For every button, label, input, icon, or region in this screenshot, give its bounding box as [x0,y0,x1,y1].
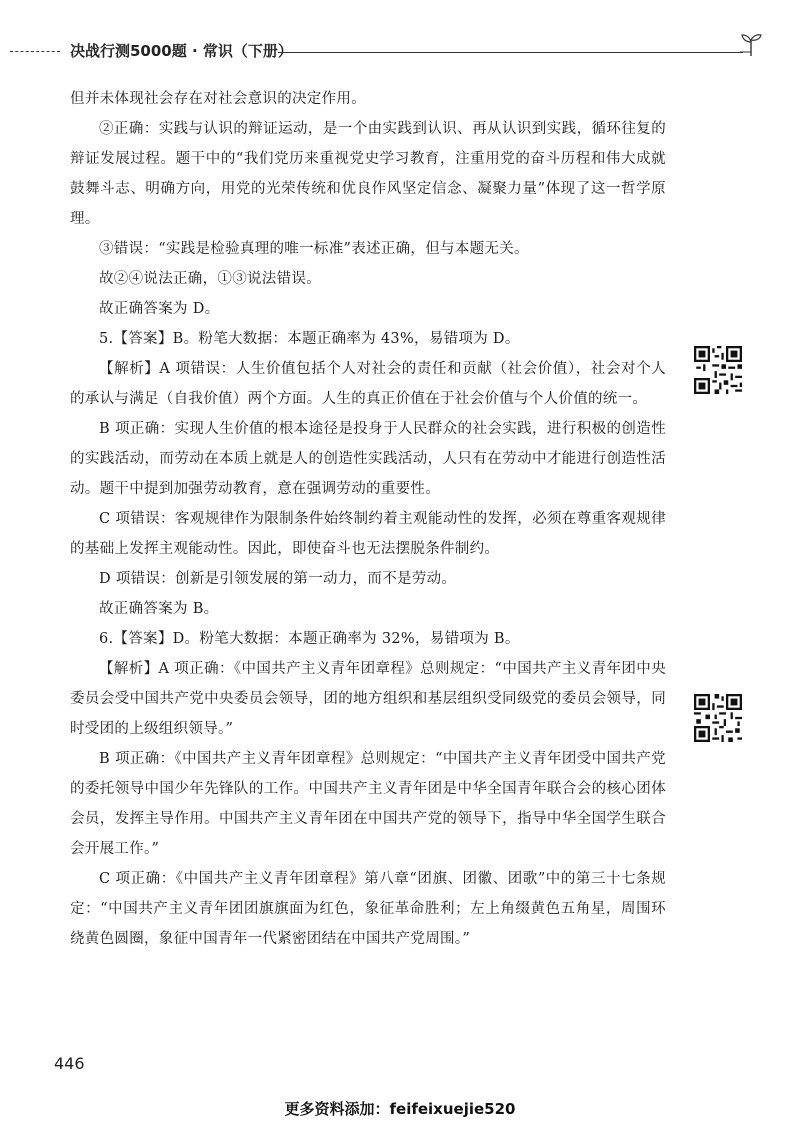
paragraph: B 项正确：实现人生价值的根本途径是投身于人民群众的社会实践，进行积极的创造性的实践活动，而劳动在本质上就是人的创造性实践活动，人只有在劳动中才能进行创造性活动。题干中提到加强劳动教育，意在强调劳动的重要性。 [70,421,666,497]
header-dash [10,51,60,52]
paragraph: 故正确答案为 D。 [99,301,220,317]
analysis-paragraph: 【解析】A 项错误：人生价值包括个人对社会的责任和贡献（社会价值），社会对个人的承认与满足（自我价值）两个方面。人生的真正价值在于社会价值与个人价值的统一。 [70,361,666,407]
page-number: 446 [54,1054,85,1073]
paragraph: C 项正确：《中国共产主义青年团章程》第八章“团旗、团徽、团歌”中的第三十七条规定：“中国共产主义青年团团旗旗面为红色，象征革命胜利；左上角缀黄色五角星，周围环绕黄色圆圈，象征中国青年一代紧密团结在中国共产党周围。” [70,871,666,947]
header-rule [278,52,743,53]
paragraph: 但并未体现社会存在对社会意识的决定作用。 [70,91,366,107]
paragraph: C 项错误：客观规律作为限制条件始终制约着主观能动性的发挥，必须在尊重客观规律的基础上发挥主观能动性。因此，即使奋斗也无法摆脱条件制约。 [70,511,666,557]
sprout-icon [738,32,764,58]
paragraph: 故②④说法正确，①③说法错误。 [99,271,321,287]
book-title: 决战行测5000题 · 常识（下册） [70,42,293,60]
paragraph: ③错误：“实践是检验真理的唯一标准”表述正确，但与本题无关。 [99,241,529,257]
analysis-paragraph: 【解析】A 项正确：《中国共产主义青年团章程》总则规定：“中国共产主义青年团中央委员会受中国共产党中央委员会领导，团的地方组织和基层组织受同级党的委员会领导，同时受团的上级组织领导。” [70,661,666,737]
qr-code-icon[interactable] [694,346,742,394]
paragraph: B 项正确：《中国共产主义青年团章程》总则规定：“中国共产主义青年团受中国共产党的委托领导中国少年先锋队的工作。中国共产主义青年团是中华全国青年联合会的核心团体会员，发挥主导作用。中国共产主义青年团在中国共产党的领导下，指导中华全国学生联合会开展工作。” [70,751,666,857]
qr-code-icon[interactable] [694,694,742,742]
paragraph: 故正确答案为 B。 [99,601,219,617]
answer-line: 5.【答案】B。粉笔大数据：本题正确率为 43%，易错项为 D。 [99,331,520,347]
footer-contact-note: 更多资料添加：feifeixuejie520 [284,1100,516,1118]
page-content [70,84,666,954]
paragraph: ②正确：实践与认识的辩证运动，是一个由实践到认识、再从认识到实践，循环往复的辩证发展过程。题干中的“我们党历来重视党史学习教育，注重用党的奋斗历程和伟大成就鼓舞斗志、明确方向，用党的光荣传统和优良作风坚定信念、凝聚力量”体现了这一哲学原理。 [70,121,666,227]
answer-line: 6.【答案】D。粉笔大数据：本题正确率为 32%，易错项为 B。 [99,631,520,647]
page-header [10,38,780,62]
paragraph: D 项错误：创新是引领发展的第一动力，而不是劳动。 [99,571,457,587]
